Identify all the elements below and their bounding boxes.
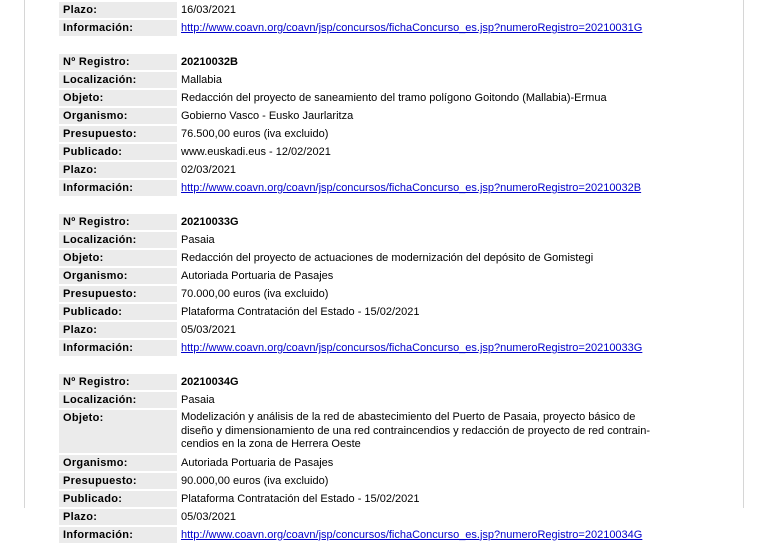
value-plazo: 16/03/2021 xyxy=(177,2,699,20)
record-20210032B xyxy=(59,54,699,198)
value-informacion xyxy=(177,527,699,545)
label-presupuesto: Presupuesto: xyxy=(59,286,177,304)
label-plazo: Plazo: xyxy=(59,2,177,20)
row-informacion xyxy=(59,180,699,198)
value-localizacion: Pasaia xyxy=(177,232,699,250)
label-informacion: Información: xyxy=(59,180,177,198)
info-link[interactable]: http://www.coavn.org/coavn/jsp/concursos/fichaConcurso_es.jsp?numeroRegistro=20210034G xyxy=(181,528,643,541)
row-organismo xyxy=(59,268,699,286)
objeto-line: Modelización y análisis de la red de abastecimiento del Puerto de Pasaia, proyecto básico de xyxy=(181,411,636,423)
label-objeto: Objeto: xyxy=(59,410,177,455)
label-organismo: Organismo: xyxy=(59,108,177,126)
record-partial xyxy=(59,2,699,38)
value-localizacion: Pasaia xyxy=(177,392,699,410)
label-localizacion: Localización: xyxy=(59,232,177,250)
value-publicado: Plataforma Contratación del Estado - 15/02/2021 xyxy=(177,304,699,322)
record-20210033G xyxy=(59,214,699,358)
label-informacion: Información: xyxy=(59,340,177,358)
row-registro xyxy=(59,374,699,392)
value-presupuesto: 76.500,00 euros (iva excluido) xyxy=(177,126,699,144)
info-link[interactable]: http://www.coavn.org/coavn/jsp/concursos/fichaConcurso_es.jsp?numeroRegistro=20210031G xyxy=(181,22,643,34)
objeto-line: diseño y dimensionamiento de una red contraincendios y redacción de proyecto de red contrain- xyxy=(181,424,651,437)
label-publicado: Publicado: xyxy=(59,304,177,322)
label-plazo: Plazo: xyxy=(59,322,177,340)
label-presupuesto: Presupuesto: xyxy=(59,126,177,144)
label-registro: Nº Registro: xyxy=(59,214,177,232)
label-informacion: Información: xyxy=(59,527,177,545)
record-20210034G xyxy=(59,374,699,545)
value-informacion xyxy=(177,180,699,198)
info-link[interactable]: http://www.coavn.org/coavn/jsp/concursos/fichaConcurso_es.jsp?numeroRegistro=20210032B xyxy=(181,182,642,194)
row-informacion xyxy=(59,340,699,358)
label-localizacion: Localización: xyxy=(59,72,177,90)
value-presupuesto: 90.000,00 euros (iva excluido) xyxy=(177,473,699,491)
value-localizacion: Mallabia xyxy=(177,72,699,90)
value-objeto: Redacción del proyecto de saneamiento del tramo polígono Goitondo (Mallabia)-Ermua xyxy=(177,90,699,108)
row-presupuesto xyxy=(59,126,699,144)
row-registro xyxy=(59,214,699,232)
row-informacion xyxy=(59,20,699,38)
value-publicado: Plataforma Contratación del Estado - 15/02/2021 xyxy=(177,491,699,509)
value-presupuesto: 70.000,00 euros (iva excluido) xyxy=(177,286,699,304)
row-objeto xyxy=(59,90,699,108)
label-registro: Nº Registro: xyxy=(59,54,177,72)
row-plazo xyxy=(59,509,699,527)
value-objeto: Redacción del proyecto de actuaciones de modernización del depósito de Gomistegi xyxy=(177,250,699,268)
label-localizacion: Localización: xyxy=(59,392,177,410)
value-organismo: Autoriada Portuaria de Pasajes xyxy=(177,455,699,473)
value-plazo: 02/03/2021 xyxy=(177,162,699,180)
row-localizacion xyxy=(59,72,699,90)
label-publicado: Publicado: xyxy=(59,144,177,162)
value-plazo: 05/03/2021 xyxy=(177,322,699,340)
value-registro: 20210032B xyxy=(177,54,699,72)
objeto-line: cendios en la zona de Herrera Oeste xyxy=(181,438,361,450)
row-localizacion xyxy=(59,392,699,410)
row-publicado xyxy=(59,304,699,322)
label-publicado: Publicado: xyxy=(59,491,177,509)
record-separator xyxy=(59,38,699,54)
label-informacion: Información: xyxy=(59,20,177,38)
label-objeto: Objeto: xyxy=(59,250,177,268)
row-plazo xyxy=(59,2,699,20)
row-objeto xyxy=(59,410,699,455)
row-presupuesto xyxy=(59,473,699,491)
label-organismo: Organismo: xyxy=(59,455,177,473)
row-organismo xyxy=(59,108,699,126)
record-separator xyxy=(59,358,699,374)
row-registro xyxy=(59,54,699,72)
value-informacion xyxy=(177,340,699,358)
row-localizacion xyxy=(59,232,699,250)
row-publicado xyxy=(59,144,699,162)
label-registro: Nº Registro: xyxy=(59,374,177,392)
value-organismo: Gobierno Vasco - Eusko Jaurlaritza xyxy=(177,108,699,126)
value-organismo: Autoriada Portuaria de Pasajes xyxy=(177,268,699,286)
row-informacion xyxy=(59,527,699,545)
label-presupuesto: Presupuesto: xyxy=(59,473,177,491)
label-plazo: Plazo: xyxy=(59,162,177,180)
value-registro: 20210034G xyxy=(177,374,699,392)
row-organismo xyxy=(59,455,699,473)
row-objeto xyxy=(59,250,699,268)
records-list xyxy=(59,2,699,545)
value-plazo: 05/03/2021 xyxy=(177,509,699,527)
label-organismo: Organismo: xyxy=(59,268,177,286)
value-objeto xyxy=(177,410,699,455)
label-objeto: Objeto: xyxy=(59,90,177,108)
record-separator xyxy=(59,198,699,214)
label-plazo: Plazo: xyxy=(59,509,177,527)
row-presupuesto xyxy=(59,286,699,304)
info-link[interactable]: http://www.coavn.org/coavn/jsp/concursos/fichaConcurso_es.jsp?numeroRegistro=20210033G xyxy=(181,342,643,354)
value-registro: 20210033G xyxy=(177,214,699,232)
value-publicado: www.euskadi.eus - 12/02/2021 xyxy=(177,144,699,162)
row-plazo xyxy=(59,322,699,340)
value-informacion xyxy=(177,20,699,38)
row-publicado xyxy=(59,491,699,509)
row-plazo xyxy=(59,162,699,180)
